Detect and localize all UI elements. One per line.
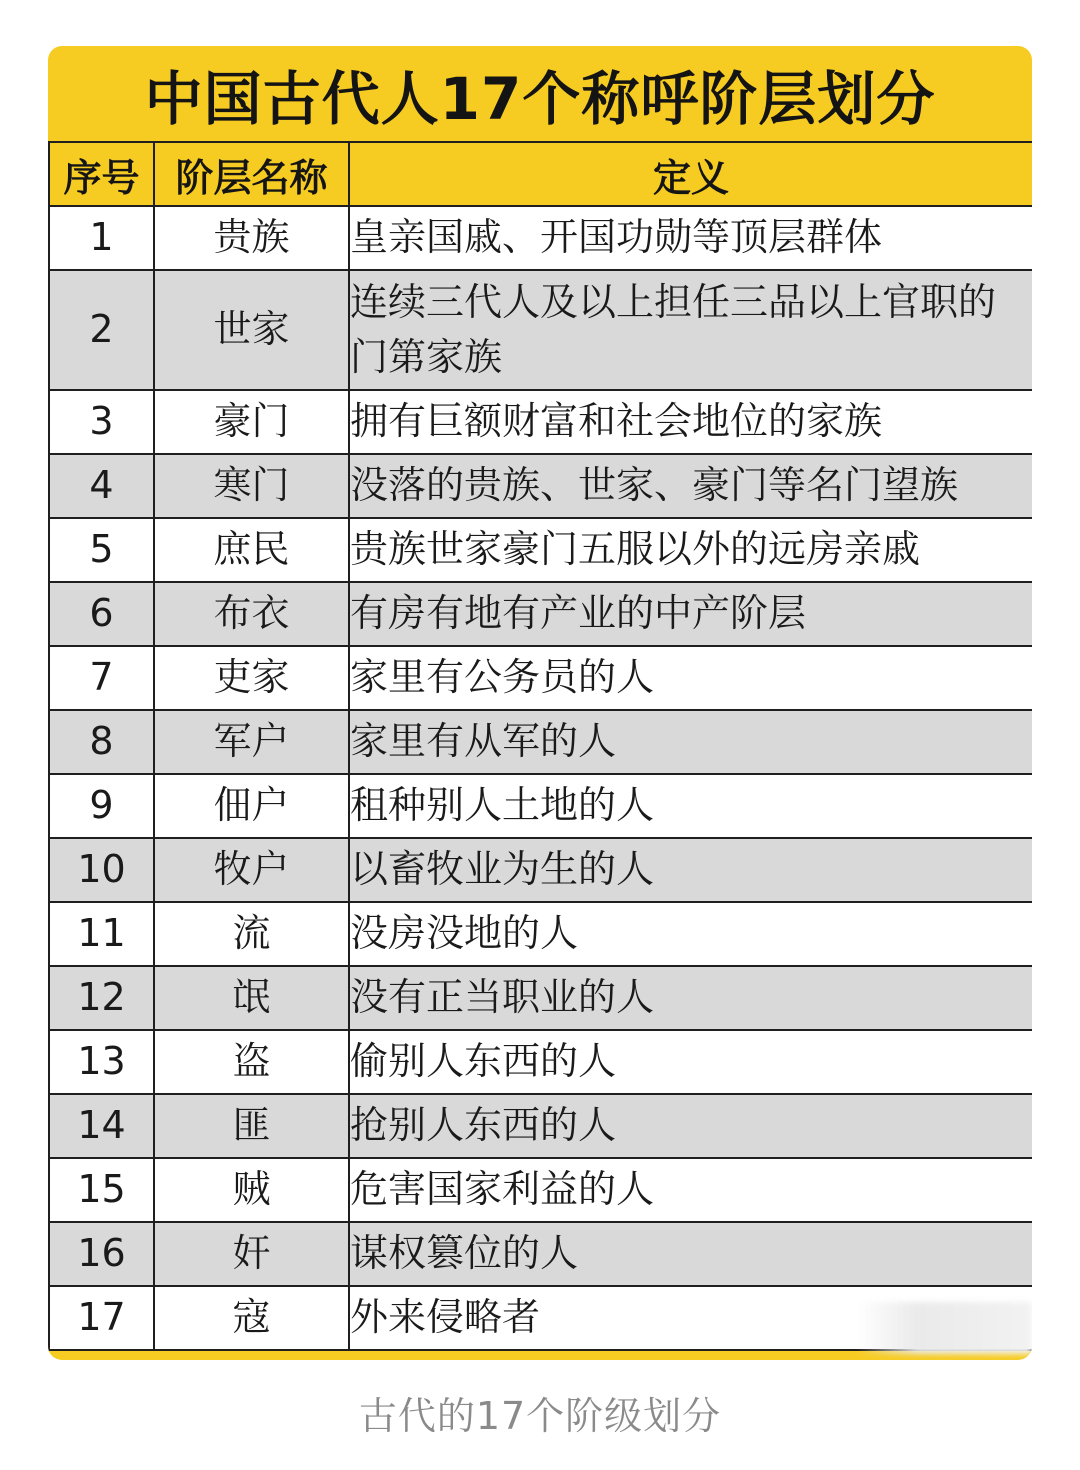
row-name-cell: 流: [154, 902, 349, 966]
row-definition-cell: 有房有地有产业的中产阶层: [349, 582, 1032, 646]
row-definition-cell: 租种别人土地的人: [349, 774, 1032, 838]
row-index-cell: 1: [49, 206, 154, 270]
table-row: [49, 454, 1032, 518]
blurred-watermark: [857, 1302, 1032, 1354]
row-index-cell: 14: [49, 1094, 154, 1158]
row-name-cell: 豪门: [154, 390, 349, 454]
row-index-cell: 12: [49, 966, 154, 1030]
row-definition-cell: 家里有从军的人: [349, 710, 1032, 774]
row-index-cell: 10: [49, 838, 154, 902]
table-row: [49, 1222, 1032, 1286]
row-index-cell: 5: [49, 518, 154, 582]
row-definition-cell: 抢别人东西的人: [349, 1094, 1032, 1158]
row-definition-cell: 没落的贵族、世家、豪门等名门望族: [349, 454, 1032, 518]
table-row: [49, 206, 1032, 270]
row-name-cell: 贼: [154, 1158, 349, 1222]
row-name-cell: 氓: [154, 966, 349, 1030]
row-name-cell: 军户: [154, 710, 349, 774]
row-definition-cell: 没房没地的人: [349, 902, 1032, 966]
row-definition-cell: 外来侵略者: [349, 1286, 1032, 1350]
table-card: [48, 46, 1032, 1360]
row-name-cell: 吏家: [154, 646, 349, 710]
table-row: [49, 902, 1032, 966]
row-definition-cell: 家里有公务员的人: [349, 646, 1032, 710]
hierarchy-table: [48, 141, 1032, 1351]
table-header-row: [49, 142, 1032, 206]
table-row: [49, 1158, 1032, 1222]
row-definition-cell: 危害国家利益的人: [349, 1158, 1032, 1222]
row-definition-cell: 没有正当职业的人: [349, 966, 1032, 1030]
row-index-cell: 9: [49, 774, 154, 838]
row-name-cell: 寇: [154, 1286, 349, 1350]
row-definition-cell: 贵族世家豪门五服以外的远房亲戚: [349, 518, 1032, 582]
table-row: [49, 270, 1032, 390]
row-definition-cell: 皇亲国戚、开国功勋等顶层群体: [349, 206, 1032, 270]
row-index-cell: 2: [49, 270, 154, 390]
row-name-cell: 布衣: [154, 582, 349, 646]
table-title: 中国古代人17个称呼阶层划分: [144, 64, 936, 133]
row-definition-cell: 拥有巨额财富和社会地位的家族: [349, 390, 1032, 454]
header-name: 阶层名称: [154, 142, 349, 206]
table-row: [49, 646, 1032, 710]
table-row: [49, 518, 1032, 582]
header-definition: 定义: [349, 142, 1032, 206]
table-row: [49, 838, 1032, 902]
row-index-cell: 15: [49, 1158, 154, 1222]
row-name-cell: 匪: [154, 1094, 349, 1158]
row-name-cell: 奸: [154, 1222, 349, 1286]
image-caption: 古代的17个阶级划分: [358, 1394, 722, 1438]
header-index: 序号: [49, 142, 154, 206]
row-name-cell: 寒门: [154, 454, 349, 518]
table-row: [49, 966, 1032, 1030]
row-name-cell: 庶民: [154, 518, 349, 582]
row-name-cell: 贵族: [154, 206, 349, 270]
table-row: [49, 774, 1032, 838]
row-index-cell: 8: [49, 710, 154, 774]
table-row: [49, 582, 1032, 646]
row-index-cell: 3: [49, 390, 154, 454]
row-index-cell: 6: [49, 582, 154, 646]
row-index-cell: 11: [49, 902, 154, 966]
row-index-cell: 17: [49, 1286, 154, 1350]
row-definition-cell: 偷别人东西的人: [349, 1030, 1032, 1094]
table-row: [49, 1094, 1032, 1158]
row-name-cell: 世家: [154, 270, 349, 390]
row-index-cell: 13: [49, 1030, 154, 1094]
row-name-cell: 盗: [154, 1030, 349, 1094]
row-name-cell: 牧户: [154, 838, 349, 902]
row-index-cell: 7: [49, 646, 154, 710]
table-row: [49, 390, 1032, 454]
row-definition-cell: 以畜牧业为生的人: [349, 838, 1032, 902]
row-definition-cell: 谋权篡位的人: [349, 1222, 1032, 1286]
table-row: [49, 1030, 1032, 1094]
table-row: [49, 710, 1032, 774]
row-definition-cell: 连续三代人及以上担任三品以上官职的门第家族: [349, 270, 1032, 390]
row-index-cell: 16: [49, 1222, 154, 1286]
row-index-cell: 4: [49, 454, 154, 518]
row-name-cell: 佃户: [154, 774, 349, 838]
